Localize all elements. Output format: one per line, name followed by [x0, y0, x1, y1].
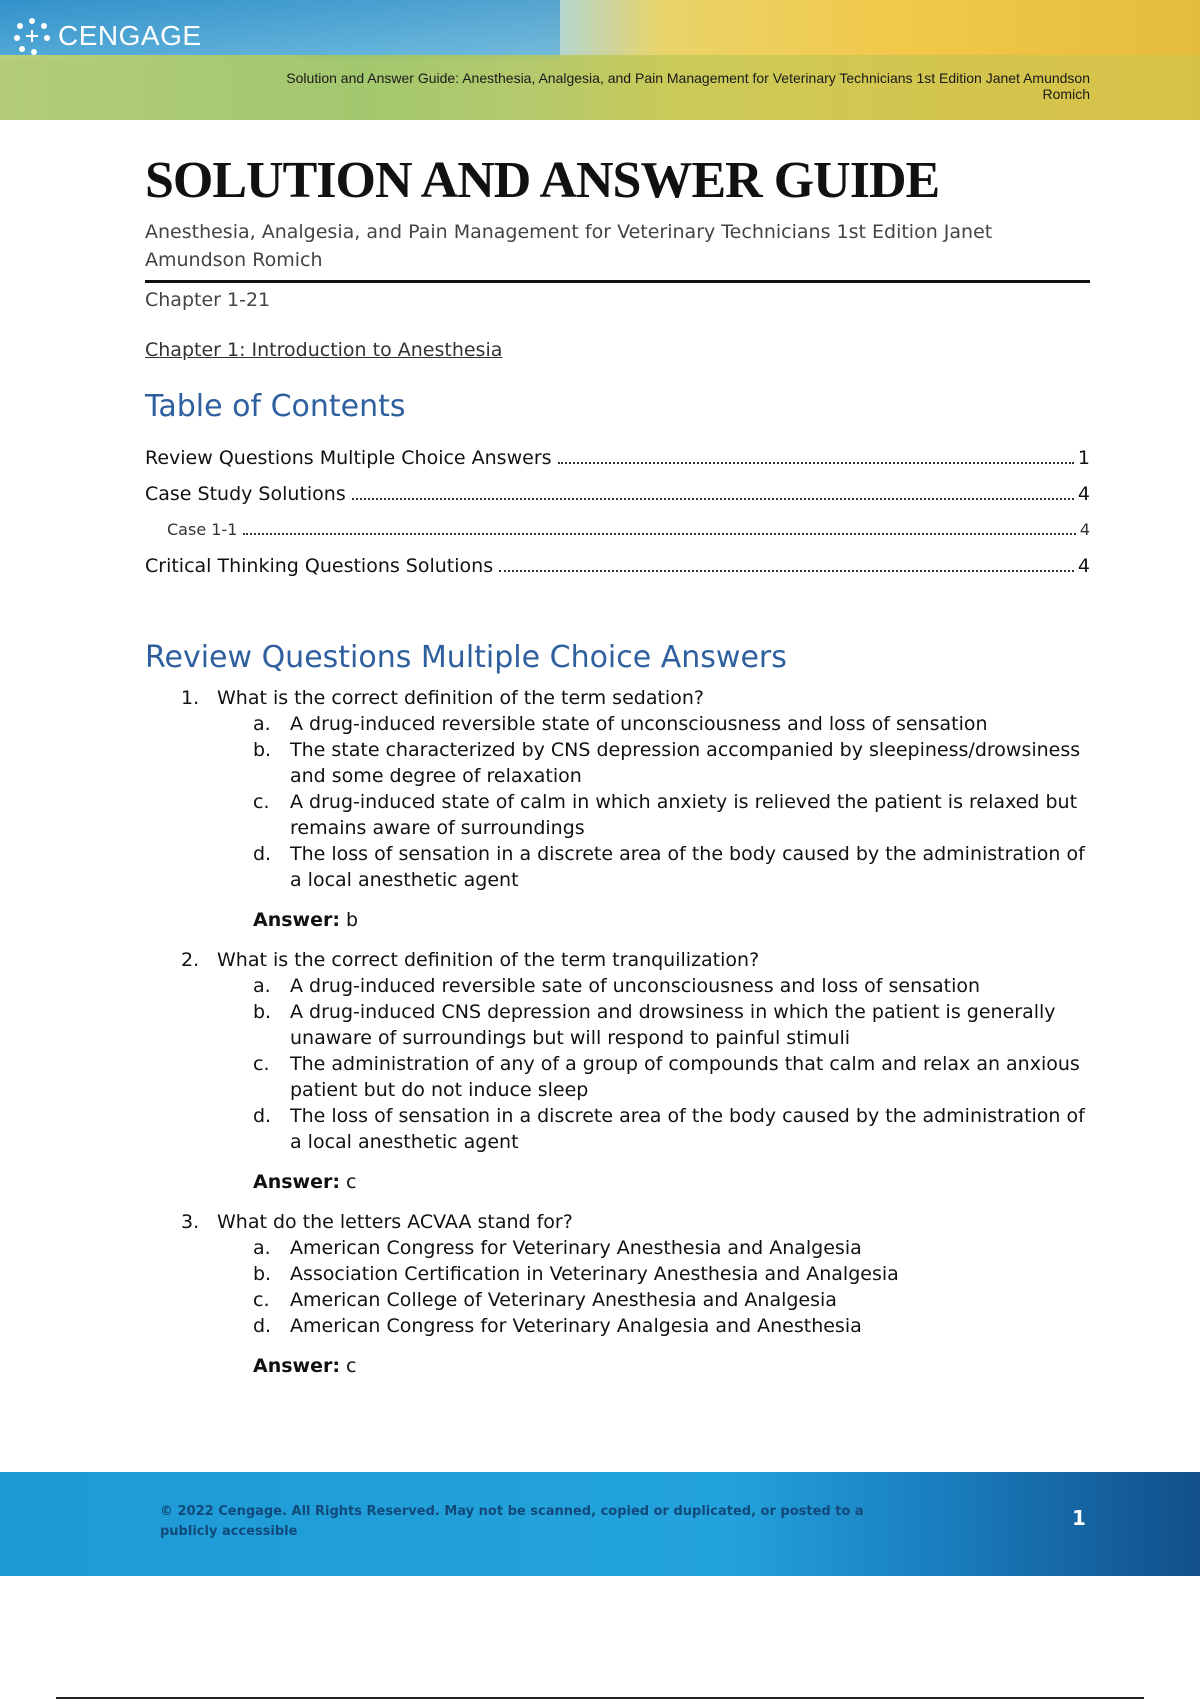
- choice-text: American Congress for Veterinary Anesthesia and Analgesia: [290, 1237, 862, 1259]
- running-title-line-1: Solution and Answer Guide: Anesthesia, Analgesia, and Pain Management for Veterinary Technicians 1st Edition Janet Amundson: [286, 70, 1090, 86]
- document-subtitle: Anesthesia, Analgesia, and Pain Management for Veterinary Technicians 1st Edition Janet Amundson Romich: [145, 221, 993, 271]
- question-item: [145, 685, 1090, 933]
- choice-item: [145, 1261, 1090, 1287]
- answer-line: [145, 1353, 1090, 1379]
- question-number: 3.: [181, 1211, 200, 1233]
- toc-entry-page: 4: [1077, 483, 1090, 505]
- choice-letter: b.: [253, 739, 272, 761]
- document-body: [145, 150, 1090, 1393]
- toc-entry[interactable]: [145, 476, 1090, 512]
- toc-leader-dots: [499, 570, 1074, 572]
- question-stem: [145, 1209, 1090, 1235]
- toc-leader-dots: [352, 498, 1074, 500]
- title-divider: [145, 280, 1090, 283]
- choice-letter: a.: [253, 1237, 271, 1259]
- choice-item: [145, 973, 1090, 999]
- choice-text: A drug-induced state of calm in which anxiety is relieved the patient is relaxed but remains aware of surroundings: [290, 791, 1078, 839]
- chapter-title-text: Chapter 1: Introduction to Anesthesia: [145, 339, 503, 361]
- toc-entry-label: Case Study Solutions: [145, 483, 346, 505]
- question-stem: [145, 947, 1090, 973]
- choice-letter: c.: [253, 1053, 270, 1075]
- choice-text: The loss of sensation in a discrete area of the body caused by the administration of a local anesthetic agent: [290, 843, 1085, 891]
- answer-label: Answer:: [253, 909, 340, 931]
- choice-item: [145, 737, 1090, 789]
- table-of-contents: [145, 440, 1090, 584]
- choice-text: Association Certification in Veterinary Anesthesia and Analgesia: [290, 1263, 899, 1285]
- answer-value: c: [346, 1355, 357, 1377]
- choice-item: [145, 1051, 1090, 1103]
- choice-text: The state characterized by CNS depression accompanied by sleepiness/drowsiness and some degree of relaxation: [290, 739, 1081, 787]
- page-bottom-rule: [56, 1697, 1144, 1699]
- choice-item: [145, 1313, 1090, 1339]
- toc-entry-page: 1: [1077, 447, 1090, 469]
- choice-letter: b.: [253, 1263, 272, 1285]
- cengage-logo[interactable]: [12, 16, 202, 56]
- choice-item: [145, 789, 1090, 841]
- question-number: 2.: [181, 949, 200, 971]
- choice-item: [145, 999, 1090, 1051]
- toc-leader-dots: [243, 533, 1075, 535]
- toc-entry-label: Review Questions Multiple Choice Answers: [145, 447, 552, 469]
- choice-item: [145, 1235, 1090, 1261]
- page-number: 1: [1072, 1506, 1086, 1530]
- toc-entry[interactable]: [145, 440, 1090, 476]
- answer-line: [145, 1169, 1090, 1195]
- choice-letter: d.: [253, 843, 272, 865]
- question-text: What is the correct definition of the term tranquilization?: [217, 949, 760, 971]
- question-number: 1.: [181, 687, 200, 709]
- question-item: [145, 947, 1090, 1195]
- footer-band: [0, 1472, 1200, 1576]
- running-title: [130, 70, 1090, 102]
- choice-letter: d.: [253, 1105, 272, 1127]
- copyright-notice: © 2022 Cengage. All Rights Reserved. May not be scanned, copied or duplicated, or posted to a publicly accessible: [160, 1504, 864, 1539]
- question-stem: [145, 685, 1090, 711]
- answer-value: c: [346, 1171, 357, 1193]
- choice-letter: b.: [253, 1001, 272, 1023]
- header-banner: [0, 0, 1200, 120]
- answer-line: [145, 907, 1090, 933]
- choice-text: A drug-induced reversible sate of unconsciousness and loss of sensation: [290, 975, 981, 997]
- choice-text: The administration of any of a group of compounds that calm and relax an anxious patient but do not induce sleep: [290, 1053, 1080, 1101]
- choice-text: A drug-induced reversible state of unconsciousness and loss of sensation: [290, 713, 988, 735]
- toc-leader-dots: [558, 462, 1074, 464]
- document-title: SOLUTION AND ANSWER GUIDE: [145, 152, 940, 209]
- choice-letter: a.: [253, 975, 271, 997]
- choice-text: American Congress for Veterinary Analgesia and Anesthesia: [290, 1315, 862, 1337]
- review-heading: Review Questions Multiple Choice Answers: [145, 640, 787, 675]
- choice-text: American College of Veterinary Anesthesia and Analgesia: [290, 1289, 837, 1311]
- question-item: [145, 1209, 1090, 1379]
- choice-text: The loss of sensation in a discrete area of the body caused by the administration of a local anesthetic agent: [290, 1105, 1085, 1153]
- question-text: What do the letters ACVAA stand for?: [217, 1211, 573, 1233]
- running-title-line-2: Romich: [1042, 86, 1090, 102]
- toc-entry-label: Critical Thinking Questions Solutions: [145, 555, 494, 577]
- choice-item: [145, 841, 1090, 893]
- question-text: What is the correct definition of the term sedation?: [217, 687, 704, 709]
- cengage-logo-icon: [12, 16, 52, 56]
- choice-text: A drug-induced CNS depression and drowsiness in which the patient is generally unaware of surroundings but will respond to painful stimuli: [290, 1001, 1056, 1049]
- chapter-title: [145, 339, 502, 361]
- brand-name: CENGAGE: [58, 20, 202, 51]
- chapter-range: Chapter 1-21: [145, 289, 271, 311]
- question-list: [145, 685, 1090, 1379]
- choice-item: [145, 1287, 1090, 1313]
- answer-label: Answer:: [253, 1171, 340, 1193]
- answer-label: Answer:: [253, 1355, 340, 1377]
- choice-item: [145, 1103, 1090, 1155]
- toc-entry[interactable]: [145, 548, 1090, 584]
- choice-letter: d.: [253, 1315, 272, 1337]
- toc-entry-label: Case 1-1: [167, 520, 238, 539]
- answer-value: b: [346, 909, 359, 931]
- toc-heading: Table of Contents: [145, 389, 406, 424]
- choice-letter: c.: [253, 1289, 270, 1311]
- choice-item: [145, 711, 1090, 737]
- choice-letter: c.: [253, 791, 270, 813]
- choice-letter: a.: [253, 713, 271, 735]
- toc-entry-page: 4: [1077, 555, 1090, 577]
- toc-subentry[interactable]: [145, 512, 1090, 548]
- toc-entry-page: 4: [1079, 520, 1090, 539]
